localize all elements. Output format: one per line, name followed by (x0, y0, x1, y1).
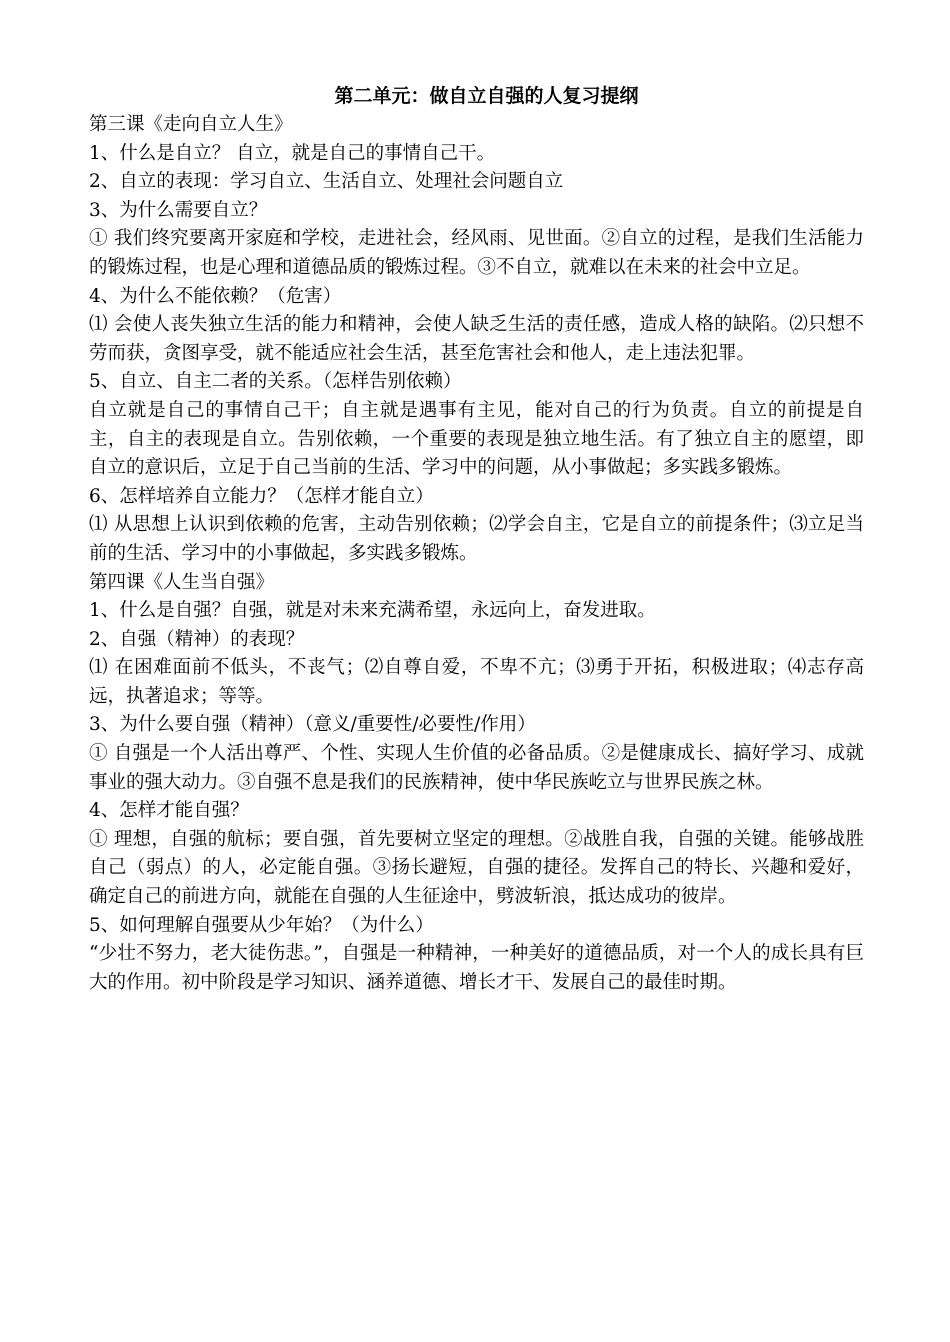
lesson3-question-4: 4、为什么不能依赖？（危害） (89, 285, 342, 307)
lesson4-question-3: 3、为什么要自强（精神）（意义/重要性/必要性/作用） (89, 714, 536, 736)
lesson4-answer-5: “少壮不努力，老大徒伤悲。”，自强是一种精神，一种美好的道德品质，对一个人的成长具有巨大的作用。初中阶段是学习知识、涵养道德、增长才干、发展自己的最佳时期。 (89, 943, 864, 993)
lesson4-answer-2: ⑴ 在困难面前不低头，不丧气；⑵自尊自爱，不卑不亢；⑶勇于开拓，积极进取；⑷志存高远，执著追求；等等。 (89, 657, 864, 707)
lesson4-answer-4: ① 理想，自强的航标；要自强，首先要树立坚定的理想。②战胜自我，自强的关键。能够战胜自己（弱点）的人，必定能自强。③扬长避短，自强的捷径。发挥自己的特长、兴趣和爱好，确定自己的前进方向，就能在自强的人生征途中，劈波斩浪，抵达成功的彼岸。 (89, 828, 864, 908)
lesson3-answer-5: 自立就是自己的事情自己干；自主就是遇事有主见，能对自己的行为负责。自立的前提是自主，自主的表现是自立。告别依赖，一个重要的表现是独立地生活。有了独立自主的愿望，即自立的意识后，立足于自己当前的生活、学习中的问题，从小事做起；多实践多锻炼。 (89, 399, 864, 479)
lesson3-question-1: 1、什么是自立？ 自立，就是自己的事情自己干。 (89, 142, 496, 164)
lesson4-question-4: 4、怎样才能自强？ (89, 800, 249, 822)
lesson3-heading: 第三课《走向自立人生》 (89, 114, 293, 135)
lesson3-question-6: 6、怎样培养自立能力？（怎样才能自立） (89, 485, 434, 507)
lesson4-question-2: 2、自强（精神）的表现？ (89, 628, 305, 650)
lesson4-question-1: 1、什么是自强？自强，就是对未来充满希望，永远向上，奋发进取。 (89, 600, 656, 622)
lesson3-answer-3: ① 我们终究要离开家庭和学校，走进社会，经风雨、见世面。②自立的过程，是我们生活能力的锻炼过程，也是心理和道德品质的锻炼过程。③不自立，就难以在未来的社会中立足。 (89, 228, 864, 278)
lesson4-answer-3: ① 自强是一个人活出尊严、个性、实现人生价值的必备品质。②是健康成长、搞好学习、成就事业的强大动力。③自强不息是我们的民族精神，使中华民族屹立与世界民族之林。 (89, 743, 864, 793)
lesson3-question-5: 5、自立、自主二者的关系。（怎样告别依赖） (89, 371, 462, 393)
lesson4-heading: 第四课《人生当自强》 (89, 571, 275, 593)
lesson4-question-5: 5、如何理解自强要从少年始？（为什么） (89, 914, 434, 936)
lesson3-answer-6: ⑴ 从思想上认识到依赖的危害，主动告别依赖；⑵学会自主，它是自立的前提条件；⑶立足当前的生活、学习中的小事做起，多实践多锻炼。 (89, 514, 864, 564)
document-title: 第二单元：做自立自强的人复习提纲 (334, 85, 639, 107)
lesson3-answer-4: ⑴ 会使人丧失独立生活的能力和精神，会使人缺乏生活的责任感，造成人格的缺陷。⑵只想不劳而获，贪图享受，就不能适应社会生活，甚至危害社会和他人，走上违法犯罪。 (89, 314, 864, 364)
lesson3-question-2: 2、自立的表现：学习自立、生活自立、处理社会问题自立 (89, 171, 564, 193)
document-page (89, 82, 864, 997)
lesson3-question-3: 3、为什么需要自立？ (89, 199, 268, 221)
